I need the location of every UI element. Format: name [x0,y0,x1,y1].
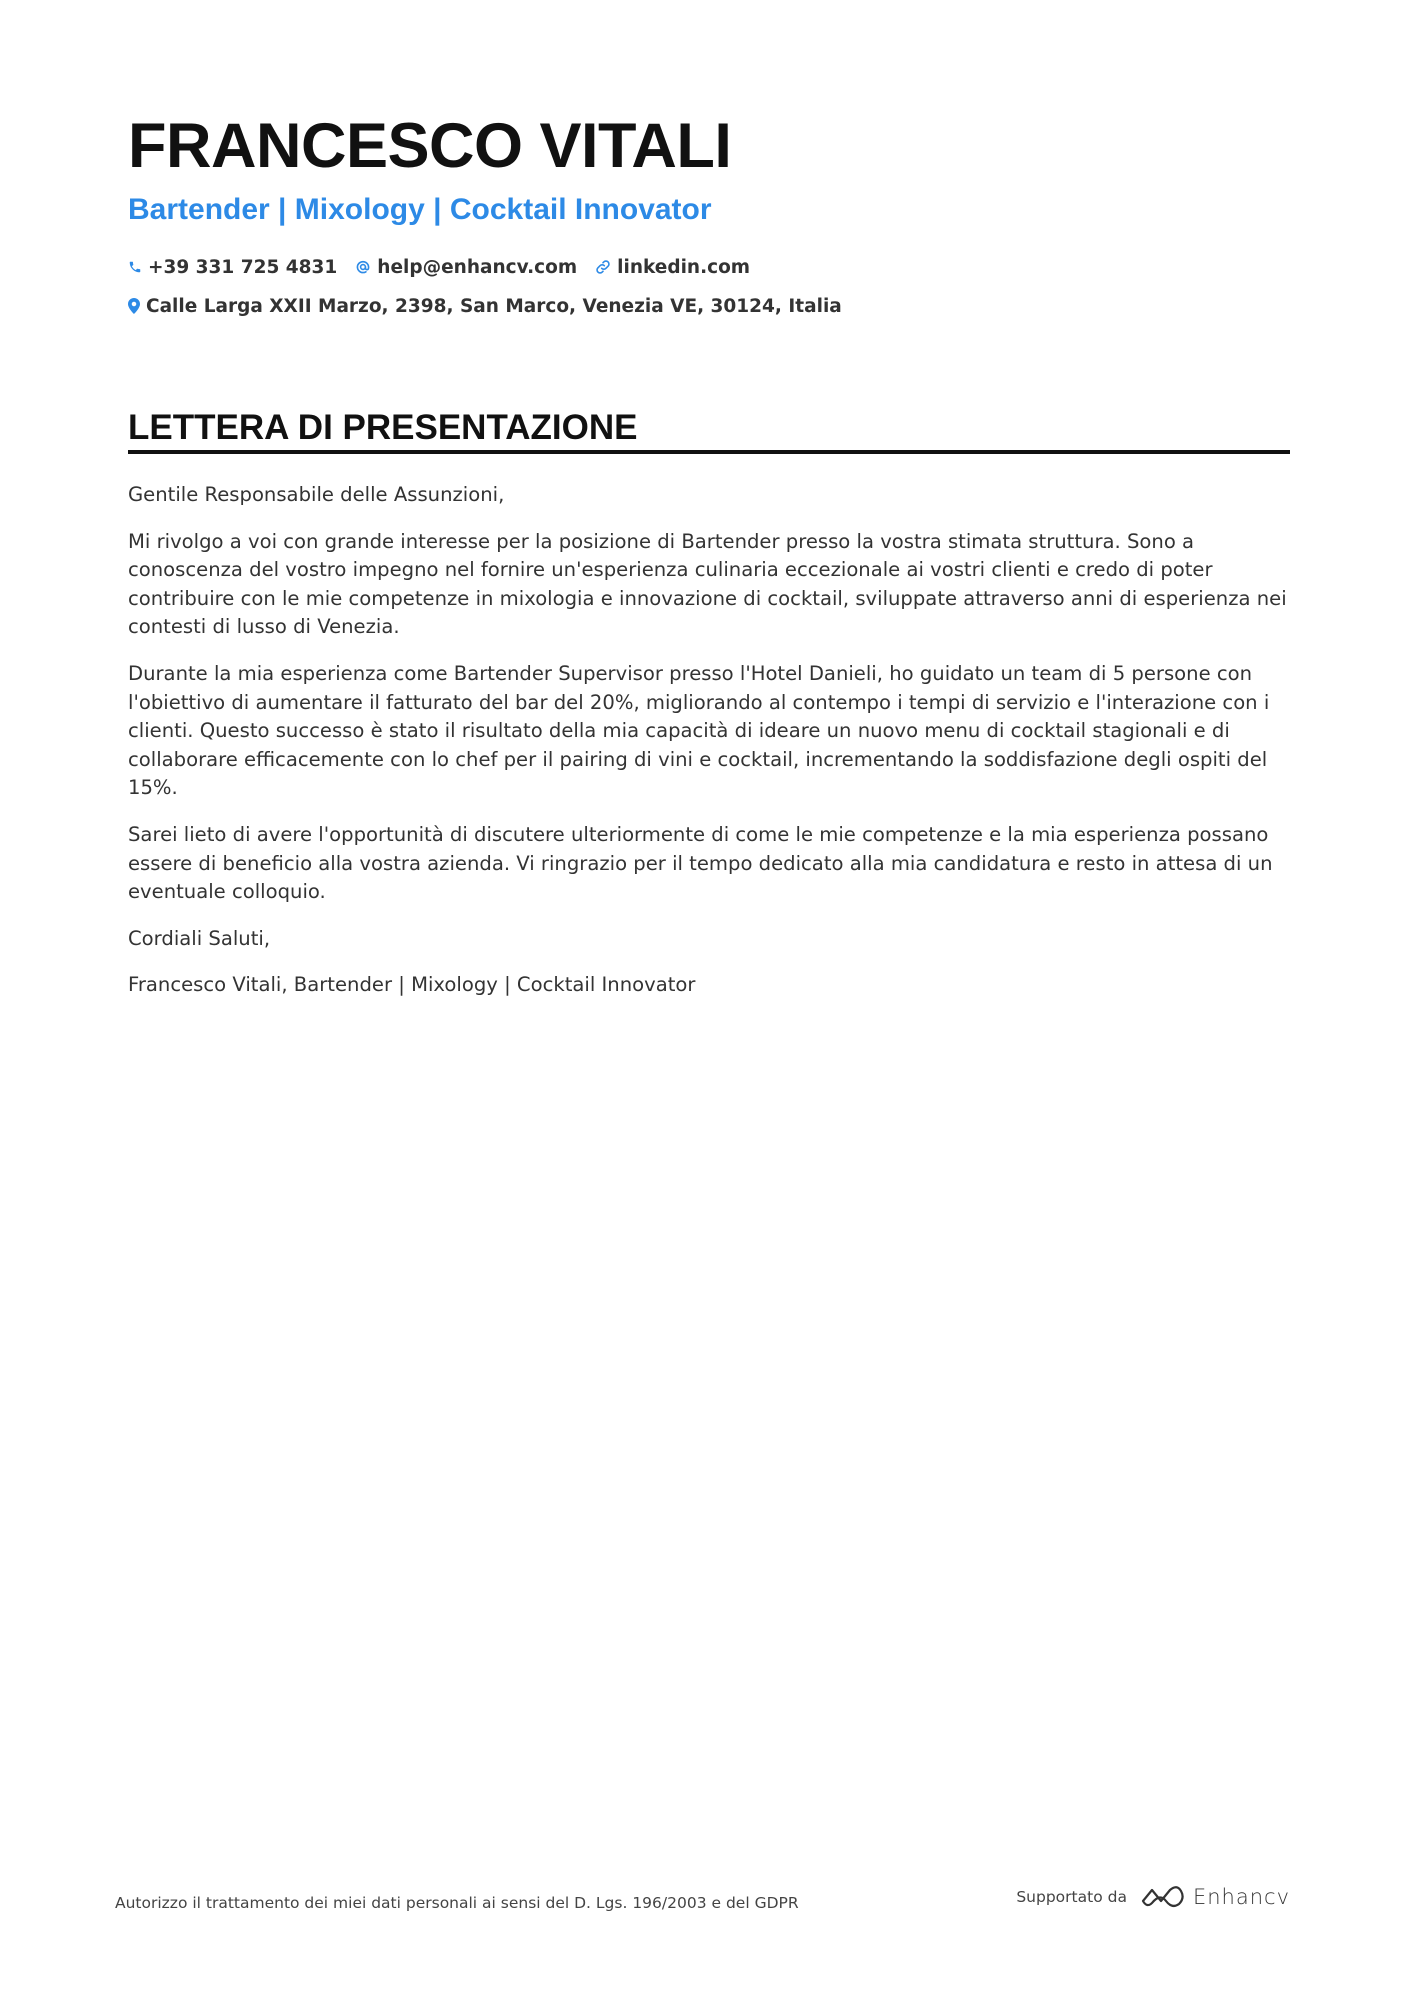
powered-by-label: Supportato da [1016,1888,1127,1906]
map-pin-icon [128,298,140,314]
letter-paragraph-2: Durante la mia esperienza come Bartender Supervisor presso l'Hotel Danieli, ho guidato un team di 5 persone con l'obiettivo di aumentare il fatturato del bar del 20%, migliorando al contempo i tempi di servizio e l'interazione con i clienti. Questo successo è stato il risultato della mia capacità di ideare un nuovo menu di cocktail stagionali e di collaborare efficacemente con lo chef per il pairing di vini e cocktail, incrementando la soddisfazione degli ospiti del 15%. [128,661,1270,800]
letter-paragraph-3: Sarei lieto di avere l'opportunità di discutere ulteriormente di come le mie competenze e la mia esperienza possano essere di beneficio alla vostra azienda. Vi ringrazio per il tempo dedicato alla mia candidatura e resto in attesa di un eventuale colloquio. [128,822,1273,904]
contact-address-text: Calle Larga XXII Marzo, 2398, San Marco, Venezia VE, 30124, Italia [146,295,842,317]
applicant-name: FRANCESCO VITALI [128,111,732,181]
contact-email[interactable] [355,257,577,278]
contact-row-primary [128,254,768,280]
footer-consent: Autorizzo il trattamento dei miei dati personali ai sensi del D. Lgs. 196/2003 e del GDPR [115,1894,799,1912]
enhancv-logo-icon [1139,1885,1185,1909]
link-icon [595,259,611,275]
at-icon [355,259,371,275]
letter-paragraph-1: Mi rivolgo a voi con grande interesse per la posizione di Bartender presso la vostra stimata struttura. Sono a conoscenza del vostro impegno nel fornire un'esperienza culinaria eccezionale ai vostri clienti e credo di poter contribuire con le mie competenze in mixologia e innovazione di cocktail, sviluppate attraverso anni di esperienza nei contesti di lusso di Venezia. [128,529,1287,639]
section-title: LETTERA DI PRESENTAZIONE [128,408,638,447]
section-divider [128,450,1290,454]
contact-email-text: help@enhancv.com [377,256,578,278]
contact-row-address [128,293,860,319]
letter-salutation: Gentile Responsabile delle Assunzioni, [128,483,505,506]
contact-phone-text: +39 331 725 4831 [148,256,338,278]
contact-address [128,296,842,317]
contact-link[interactable] [595,257,750,278]
letter-body [128,481,1290,1018]
applicant-headline: Bartender | Mixology | Cocktail Innovator [128,193,712,226]
letter-signature: Francesco Vitali, Bartender | Mixology | Cocktail Innovator [128,973,696,997]
contact-phone[interactable] [128,257,337,278]
letter-closing: Cordiali Saluti, [128,926,271,950]
brand-name: Enhancv [1192,1885,1290,1909]
phone-icon [128,260,142,274]
contact-link-text: linkedin.com [617,256,751,278]
footer-brand[interactable] [1016,1885,1290,1909]
